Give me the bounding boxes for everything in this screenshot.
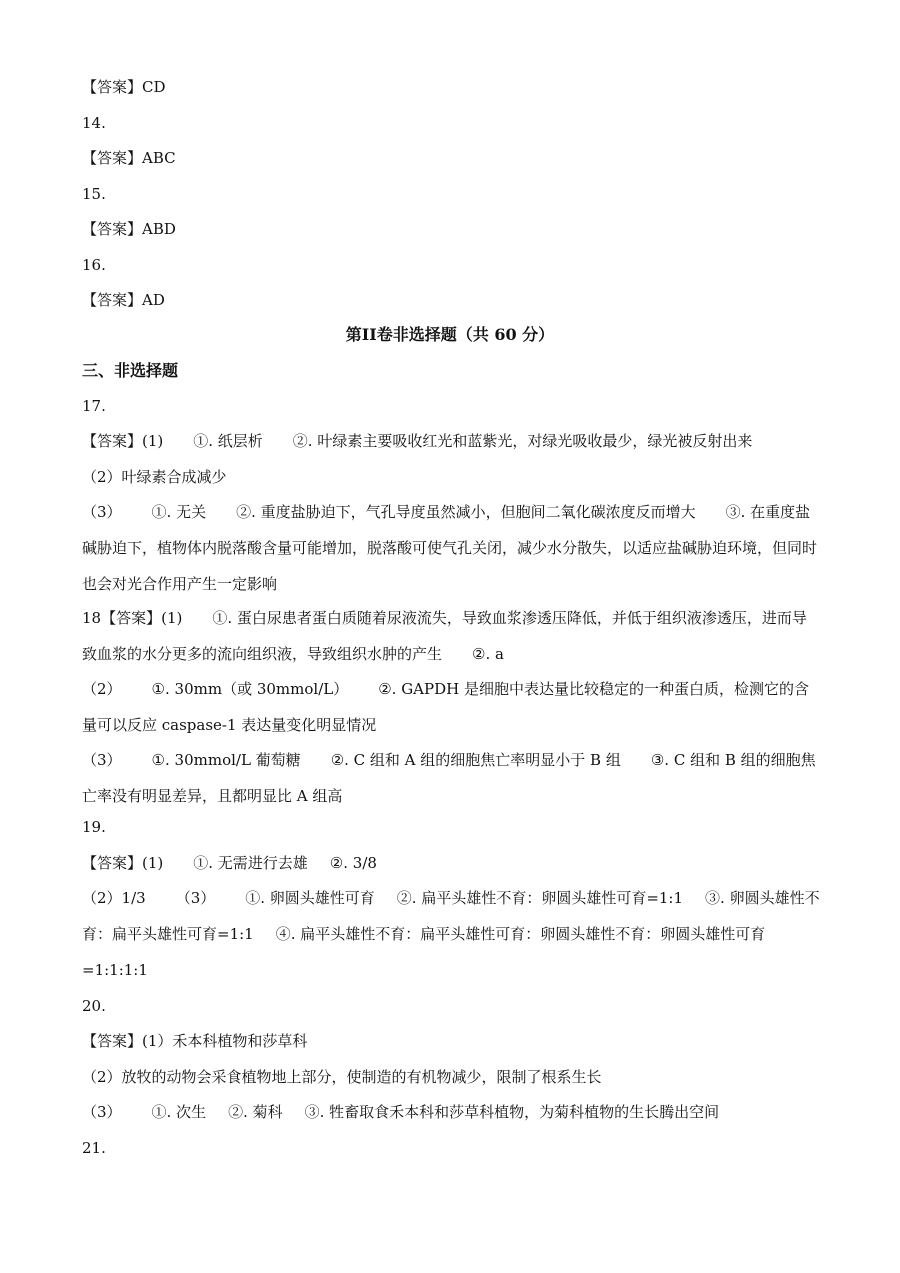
q17-3-label: （3） — [82, 503, 122, 521]
q19-answer-label: 【答案】(1) — [82, 854, 164, 872]
question-number-17: 17. — [82, 397, 106, 415]
q17-1-a: ①. 纸层析 — [193, 432, 263, 450]
q18-2-a: ①. 30mm（或 30mmol/L） — [151, 680, 349, 698]
q17-3-c: ③. 在重度盐碱胁迫下，植物体内脱落酸含量可能增加，脱落酸可使气孔关闭，减少水分散失，以适应盐碱胁迫环境，但同时也会对光合作用产生一定影响 — [82, 503, 818, 593]
q20-3-b: ②. 菊科 — [228, 1103, 283, 1121]
q18-2-b: ②. GAPDH 是细胞中表达量比较稳定的一种蛋白质，检测它的含量可以反应 caspase-1 表达量变化明显情况 — [82, 680, 809, 734]
q19-1-b: ②. 3/8 — [329, 854, 377, 872]
q17-3-a: ①. 无关 — [151, 503, 207, 521]
q20-3-a: ①. 次生 — [151, 1103, 207, 1121]
part-title: 第II卷非选择题（共 60 分） — [345, 325, 555, 344]
q19-3-d: ④. 扁平头雄性不育：扁平头雄性可育：卵圆头雄性不育：卵圆头雄性可育=1:1:1:1 — [82, 925, 766, 979]
q18-answer-label: 18【答案】(1) — [82, 609, 183, 627]
question-number-14: 14. — [82, 114, 106, 132]
question-number-20: 20. — [82, 997, 106, 1015]
q18-3-c: ③. C 组和 B 组的细胞焦亡率没有明显差异，且都明显比 A 组高 — [82, 751, 816, 805]
q18-3-a: ①. 30mmol/L 葡萄糖 — [151, 751, 301, 769]
q17-2: （2）叶绿素合成减少 — [82, 468, 227, 486]
q18-3 — [82, 742, 820, 814]
q17-3 — [82, 494, 820, 602]
q17-1-b: ②. 叶绿素主要吸收红光和蓝紫光，对绿光吸收最少，绿光被反射出来 — [292, 432, 753, 450]
q18-3-b: ②. C 组和 A 组的细胞焦亡率明显小于 B 组 — [330, 751, 621, 769]
q19-2-3 — [82, 880, 820, 988]
q18-1-a: ①. 蛋白尿患者蛋白质随着尿液流失，导致血浆渗透压降低，并低于组织液渗透压，进而导致血浆的水分更多的流向组织液，导致组织水肿的产生 — [82, 609, 807, 663]
q20-3-c: ③. 牲畜取食禾本科和莎草科植物，为菊科植物的生长腾出空间 — [304, 1103, 720, 1121]
answer-16: 【答案】AD — [82, 291, 165, 309]
q18-2 — [82, 671, 820, 743]
q19-3-b: ②. 扁平头雄性不育：卵圆头雄性可育=1:1 — [396, 889, 684, 907]
answer-15: 【答案】ABD — [82, 220, 176, 238]
q18-3-label: （3） — [82, 751, 122, 769]
question-number-19: 19. — [82, 818, 106, 836]
answer-13: 【答案】CD — [82, 78, 166, 96]
section-title: 三、非选择题 — [82, 361, 179, 380]
q20-3 — [82, 1102, 719, 1122]
q19-2: （2）1/3 — [82, 889, 146, 907]
question-number-21: 21. — [82, 1139, 106, 1157]
q20-3-label: （3） — [82, 1103, 122, 1121]
q20-2: （2）放牧的动物会采食植物地上部分，使制造的有机物减少，限制了根系生长 — [82, 1068, 602, 1086]
q18-2-label: （2） — [82, 680, 122, 698]
q18-1 — [82, 600, 820, 672]
question-number-16: 16. — [82, 256, 106, 274]
q19-3-a: ①. 卵圆头雄性可育 — [245, 889, 375, 907]
q19-3-c: ③. 卵圆头雄性不育：扁平头雄性可育=1:1 — [82, 889, 820, 943]
q19-3-label: （3） — [175, 889, 216, 907]
q17-3-b: ②. 重度盐胁迫下，气孔导度虽然减小，但胞间二氧化碳浓度反而增大 — [236, 503, 696, 521]
q20-1: 【答案】(1）禾本科植物和莎草科 — [82, 1032, 308, 1050]
q18-1-b: ②. a — [472, 645, 504, 663]
answer-14: 【答案】ABC — [82, 149, 176, 167]
q19-line1 — [82, 853, 377, 873]
q17-line1 — [82, 431, 752, 451]
q19-1-a: ①. 无需进行去雄 — [193, 854, 308, 872]
q17-answer-label: 【答案】(1) — [82, 432, 164, 450]
question-number-15: 15. — [82, 185, 106, 203]
